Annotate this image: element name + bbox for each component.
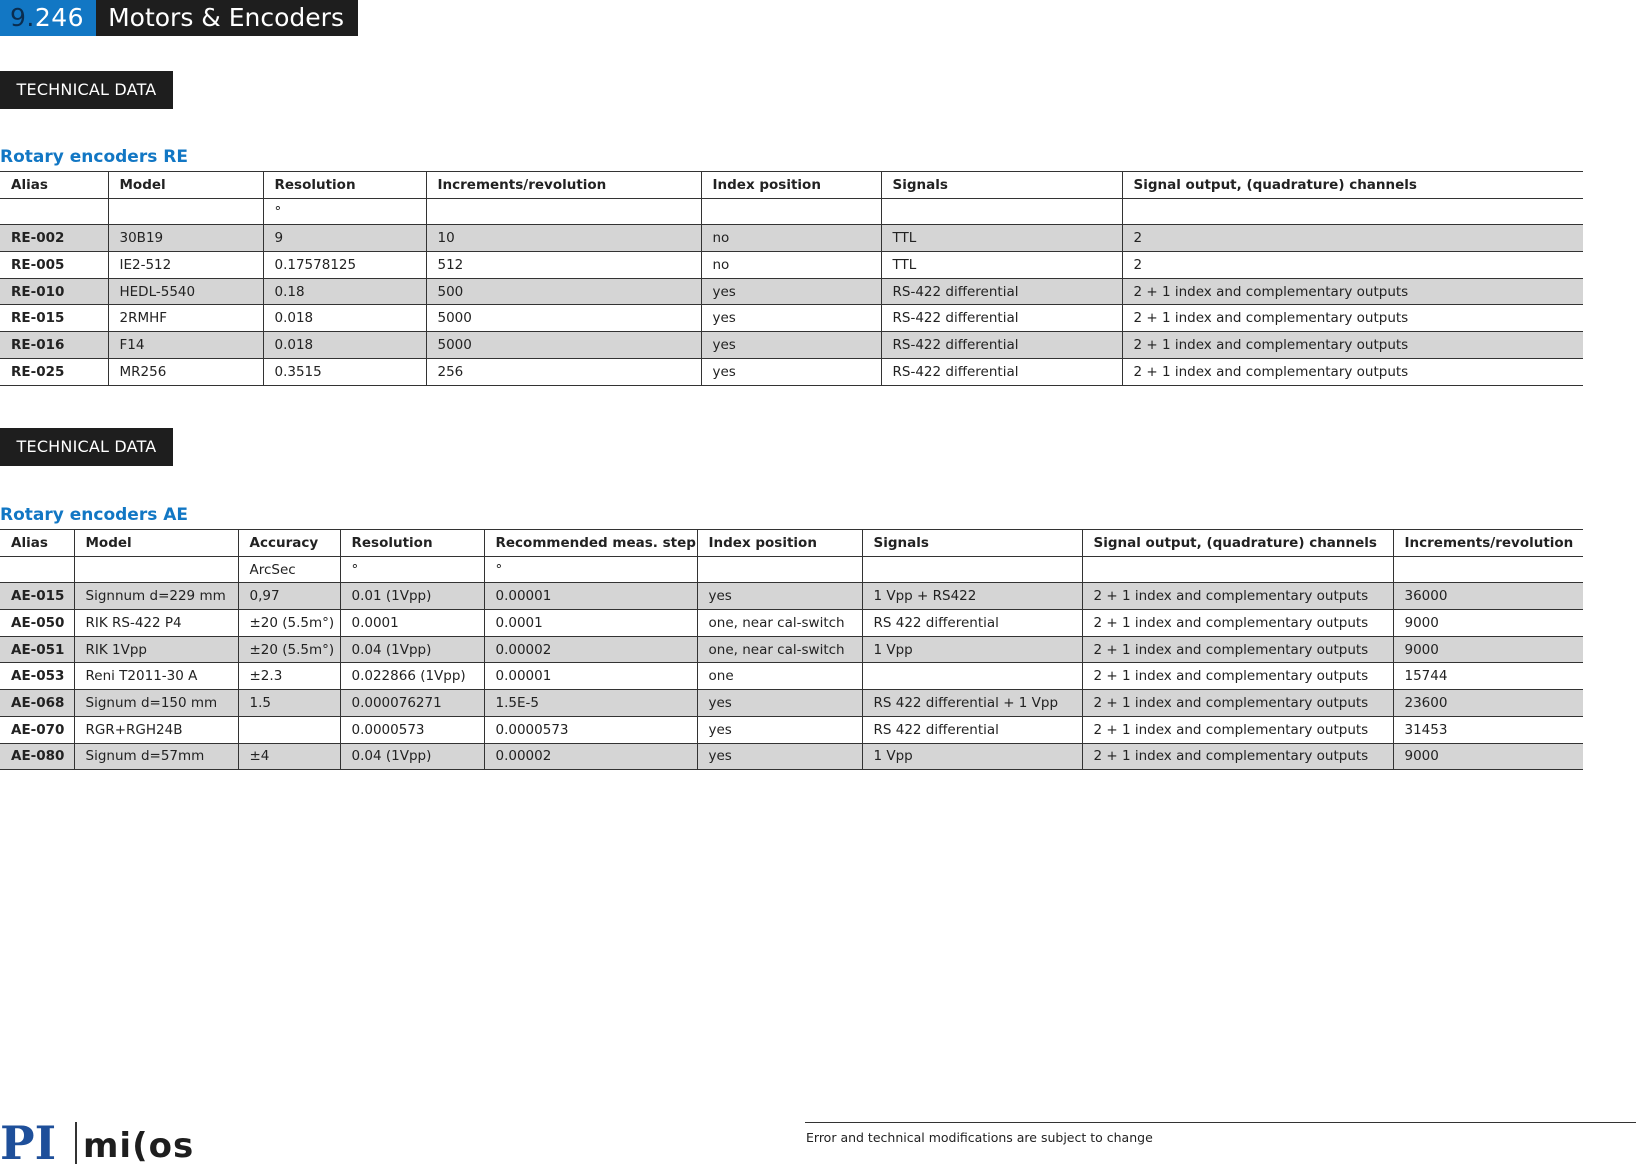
- table-cell: MR256: [108, 358, 263, 385]
- table-cell: TTL: [881, 252, 1122, 279]
- table-cell: RIK RS-422 P4: [74, 610, 238, 637]
- table-cell: 0.0001: [484, 610, 697, 637]
- table-row: [0, 716, 1583, 743]
- rotary-encoders-ae-table: [0, 529, 1583, 770]
- table-cell: 1 Vpp: [862, 636, 1082, 663]
- table-cell: RGR+RGH24B: [74, 716, 238, 743]
- table-cell: 0.00002: [484, 636, 697, 663]
- table-cell: 30B19: [108, 225, 263, 252]
- table-cell: 1 Vpp + RS422: [862, 583, 1082, 610]
- unit-cell: [862, 556, 1082, 583]
- column-header: Resolution: [263, 172, 426, 199]
- alias-cell: RE-015: [0, 305, 108, 332]
- header-row: [0, 172, 1583, 199]
- table-cell: 2 + 1 index and complementary outputs: [1082, 636, 1393, 663]
- table-cell: 0.0000573: [484, 716, 697, 743]
- table-cell: 9000: [1393, 610, 1583, 637]
- column-header: Alias: [0, 172, 108, 199]
- alias-cell: RE-005: [0, 252, 108, 279]
- table-cell: RS-422 differential: [881, 332, 1122, 359]
- table-row: [0, 583, 1583, 610]
- table-cell: 2RMHF: [108, 305, 263, 332]
- table-cell: 2 + 1 index and complementary outputs: [1082, 663, 1393, 690]
- table-cell: ±20 (5.5m°): [238, 636, 340, 663]
- table-cell: yes: [701, 358, 881, 385]
- table-row: [0, 610, 1583, 637]
- table-cell: 1.5E-5: [484, 690, 697, 717]
- table-cell: yes: [701, 305, 881, 332]
- alias-cell: AE-051: [0, 636, 74, 663]
- svg-text:PI: PI: [0, 1117, 57, 1169]
- unit-cell: [701, 198, 881, 225]
- table-cell: 0.0000573: [340, 716, 484, 743]
- table-cell: F14: [108, 332, 263, 359]
- table-cell: 256: [426, 358, 701, 385]
- table-row: [0, 743, 1583, 770]
- page-number: [0, 0, 96, 36]
- section-badge-re: TECHNICAL DATA: [0, 71, 173, 109]
- column-header: Signals: [862, 530, 1082, 557]
- table-cell: Signum d=150 mm: [74, 690, 238, 717]
- table-row: [0, 252, 1583, 279]
- table-cell: [862, 663, 1082, 690]
- unit-cell: [0, 198, 108, 225]
- table-cell: RS 422 differential + 1 Vpp: [862, 690, 1082, 717]
- table-cell: 31453: [1393, 716, 1583, 743]
- table-cell: 0.04 (1Vpp): [340, 743, 484, 770]
- table-cell: 2: [1122, 252, 1583, 279]
- table-cell: one, near cal-switch: [697, 636, 862, 663]
- table-cell: 0.00001: [484, 583, 697, 610]
- alias-cell: AE-068: [0, 690, 74, 717]
- table-cell: RS 422 differential: [862, 716, 1082, 743]
- table-cell: ±2.3: [238, 663, 340, 690]
- table-title-ae: Rotary encoders AE: [0, 505, 189, 525]
- table-cell: 5000: [426, 305, 701, 332]
- unit-cell: °: [263, 198, 426, 225]
- table-cell: RIK 1Vpp: [74, 636, 238, 663]
- alias-cell: RE-002: [0, 225, 108, 252]
- table-cell: 0.17578125: [263, 252, 426, 279]
- alias-cell: AE-053: [0, 663, 74, 690]
- table-cell: yes: [697, 743, 862, 770]
- alias-cell: AE-070: [0, 716, 74, 743]
- table-cell: 500: [426, 278, 701, 305]
- table-cell: 0.00002: [484, 743, 697, 770]
- table-cell: 0,97: [238, 583, 340, 610]
- section-badge-ae: TECHNICAL DATA: [0, 428, 173, 466]
- alias-cell: RE-025: [0, 358, 108, 385]
- unit-cell: [881, 198, 1122, 225]
- table-cell: 0.018: [263, 332, 426, 359]
- table-cell: [238, 716, 340, 743]
- column-header: Index position: [697, 530, 862, 557]
- unit-cell: [1393, 556, 1583, 583]
- svg-text:mi(os: mi(os: [83, 1126, 195, 1166]
- table-cell: 9: [263, 225, 426, 252]
- table-cell: RS 422 differential: [862, 610, 1082, 637]
- table-cell: 9000: [1393, 743, 1583, 770]
- table-title-re: Rotary encoders RE: [0, 147, 188, 167]
- page-number-value: 246: [34, 3, 85, 32]
- table-cell: 2 + 1 index and complementary outputs: [1082, 583, 1393, 610]
- table-row: [0, 358, 1583, 385]
- column-header: Increments/revolution: [426, 172, 701, 199]
- table-cell: 2 + 1 index and complementary outputs: [1122, 278, 1583, 305]
- table-cell: 10: [426, 225, 701, 252]
- table-cell: 0.0001: [340, 610, 484, 637]
- table-cell: one, near cal-switch: [697, 610, 862, 637]
- table-row: [0, 332, 1583, 359]
- footer-note: Error and technical modifications are subject to change: [806, 1130, 1153, 1145]
- table-cell: 5000: [426, 332, 701, 359]
- pi-micos-logo: [0, 1117, 240, 1169]
- table-cell: RS-422 differential: [881, 305, 1122, 332]
- page-header: [0, 0, 358, 36]
- alias-cell: AE-050: [0, 610, 74, 637]
- unit-cell: ArcSec: [238, 556, 340, 583]
- units-row: [0, 556, 1583, 583]
- table-cell: no: [701, 225, 881, 252]
- table-cell: RS-422 differential: [881, 358, 1122, 385]
- table-cell: yes: [697, 583, 862, 610]
- table-cell: 0.18: [263, 278, 426, 305]
- table-cell: 2 + 1 index and complementary outputs: [1082, 743, 1393, 770]
- column-header: Signals: [881, 172, 1122, 199]
- column-header: Recommended meas. step: [484, 530, 697, 557]
- column-header: Accuracy: [238, 530, 340, 557]
- column-header: Alias: [0, 530, 74, 557]
- table-cell: HEDL-5540: [108, 278, 263, 305]
- table-cell: 2 + 1 index and complementary outputs: [1082, 716, 1393, 743]
- table-cell: 36000: [1393, 583, 1583, 610]
- table-cell: Signum d=57mm: [74, 743, 238, 770]
- table-cell: 9000: [1393, 636, 1583, 663]
- column-header: Signal output, (quadrature) channels: [1122, 172, 1583, 199]
- table-cell: 1.5: [238, 690, 340, 717]
- column-header: Model: [74, 530, 238, 557]
- unit-cell: [0, 556, 74, 583]
- table-cell: ±4: [238, 743, 340, 770]
- table-cell: IE2-512: [108, 252, 263, 279]
- table-row: [0, 663, 1583, 690]
- table-row: [0, 690, 1583, 717]
- table-row: [0, 305, 1583, 332]
- alias-cell: AE-015: [0, 583, 74, 610]
- table-cell: 0.018: [263, 305, 426, 332]
- table-row: [0, 636, 1583, 663]
- table-cell: yes: [697, 690, 862, 717]
- table-cell: 2 + 1 index and complementary outputs: [1122, 305, 1583, 332]
- table-cell: yes: [701, 332, 881, 359]
- alias-cell: RE-016: [0, 332, 108, 359]
- page-title: Motors & Encoders: [96, 0, 358, 36]
- table-cell: Reni T2011-30 A: [74, 663, 238, 690]
- unit-cell: °: [484, 556, 697, 583]
- table-cell: 2: [1122, 225, 1583, 252]
- column-header: Index position: [701, 172, 881, 199]
- table-row: [0, 225, 1583, 252]
- unit-cell: °: [340, 556, 484, 583]
- unit-cell: [1082, 556, 1393, 583]
- table-cell: 0.3515: [263, 358, 426, 385]
- table-cell: no: [701, 252, 881, 279]
- table-cell: one: [697, 663, 862, 690]
- units-row: [0, 198, 1583, 225]
- footer-divider: [805, 1122, 1636, 1123]
- unit-cell: [74, 556, 238, 583]
- table-cell: 1 Vpp: [862, 743, 1082, 770]
- table-cell: 0.000076271: [340, 690, 484, 717]
- column-header: Model: [108, 172, 263, 199]
- alias-cell: AE-080: [0, 743, 74, 770]
- page-number-prefix: 9.: [10, 3, 35, 32]
- unit-cell: [1122, 198, 1583, 225]
- unit-cell: [108, 198, 263, 225]
- table-row: [0, 278, 1583, 305]
- unit-cell: [697, 556, 862, 583]
- table-cell: 2 + 1 index and complementary outputs: [1082, 610, 1393, 637]
- column-header: Resolution: [340, 530, 484, 557]
- table-cell: 2 + 1 index and complementary outputs: [1122, 358, 1583, 385]
- column-header: Increments/revolution: [1393, 530, 1583, 557]
- table-cell: 15744: [1393, 663, 1583, 690]
- table-cell: 0.01 (1Vpp): [340, 583, 484, 610]
- rotary-encoders-re-table: [0, 171, 1583, 386]
- table-cell: yes: [697, 716, 862, 743]
- table-cell: RS-422 differential: [881, 278, 1122, 305]
- table-cell: Signnum d=229 mm: [74, 583, 238, 610]
- table-cell: ±20 (5.5m°): [238, 610, 340, 637]
- table-cell: 2 + 1 index and complementary outputs: [1082, 690, 1393, 717]
- table-cell: 0.022866 (1Vpp): [340, 663, 484, 690]
- table-cell: yes: [701, 278, 881, 305]
- table-cell: 0.00001: [484, 663, 697, 690]
- header-row: [0, 530, 1583, 557]
- table-cell: TTL: [881, 225, 1122, 252]
- alias-cell: RE-010: [0, 278, 108, 305]
- table-cell: 512: [426, 252, 701, 279]
- unit-cell: [426, 198, 701, 225]
- column-header: Signal output, (quadrature) channels: [1082, 530, 1393, 557]
- table-cell: 23600: [1393, 690, 1583, 717]
- table-cell: 0.04 (1Vpp): [340, 636, 484, 663]
- table-cell: 2 + 1 index and complementary outputs: [1122, 332, 1583, 359]
